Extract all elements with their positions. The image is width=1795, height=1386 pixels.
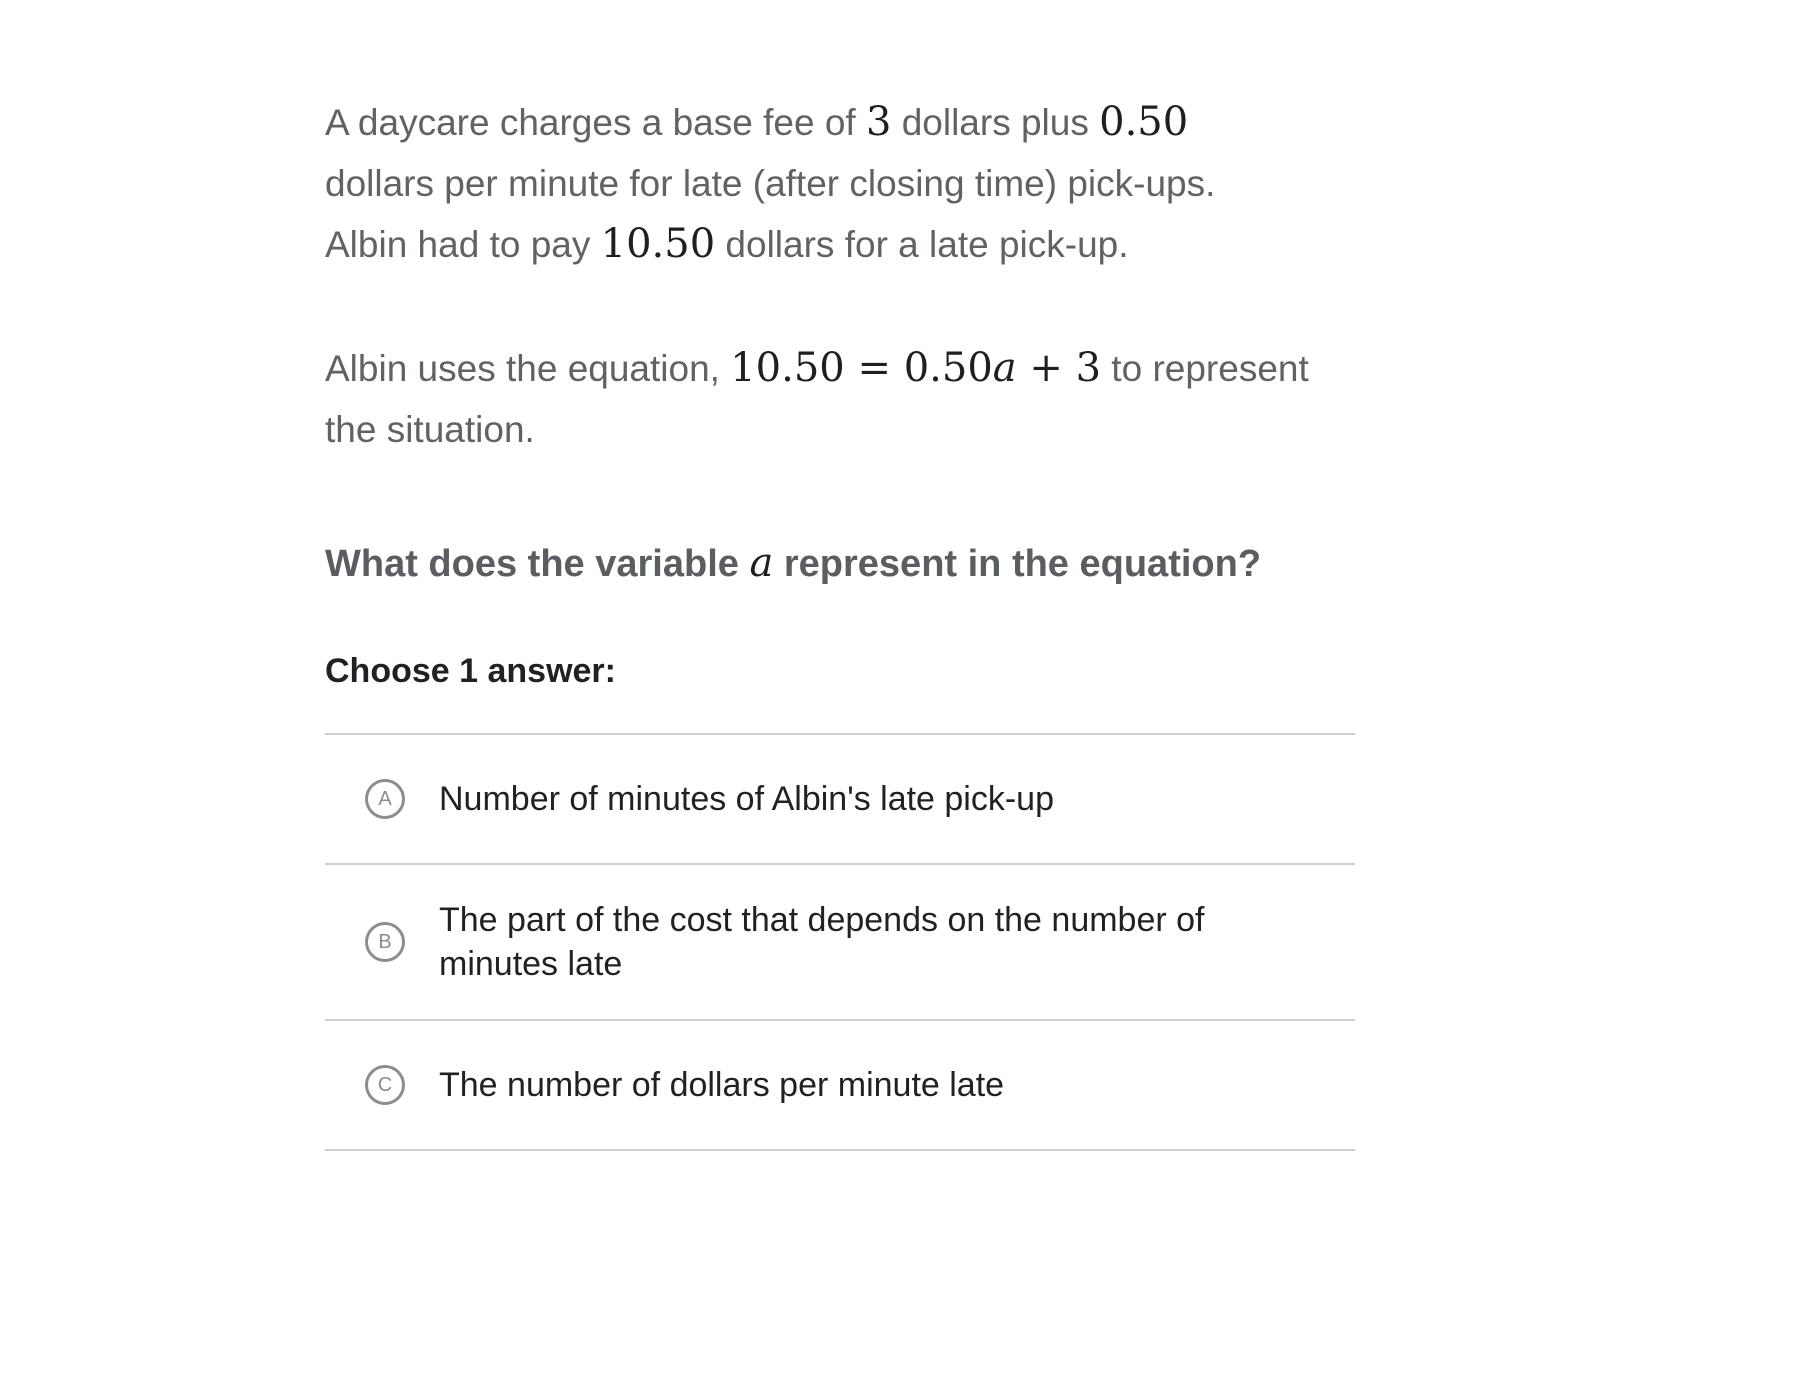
- exercise-content: [325, 92, 1355, 1151]
- question-prompt: [325, 538, 1355, 589]
- question-text: What does the variable: [325, 543, 750, 585]
- equation: [730, 345, 1101, 391]
- problem-text: Albin uses the equation,: [325, 348, 731, 389]
- question-text: represent in the equation?: [773, 543, 1262, 585]
- problem-text: dollars per minute for late (after closing time) pick-ups.: [325, 163, 1216, 204]
- choice-b[interactable]: [325, 865, 1355, 1021]
- choice-c[interactable]: [325, 1021, 1355, 1151]
- problem-paragraph-2: [325, 338, 1355, 460]
- choice-c-radio[interactable]: C: [365, 1065, 405, 1105]
- choice-c-text: The number of dollars per minute late: [439, 1066, 1005, 1104]
- question-variable: a: [749, 540, 774, 586]
- problem-paragraph-1: [325, 92, 1355, 275]
- choice-b-text: The part of the cost that depends on the number of minutes late: [439, 901, 1205, 983]
- paid-value: 10.50: [600, 221, 716, 267]
- base-fee-value: 3: [865, 99, 892, 145]
- problem-text: dollars for a late pick-up.: [715, 224, 1129, 265]
- problem-text: the situation.: [325, 409, 535, 450]
- choice-a-radio[interactable]: A: [365, 779, 405, 819]
- equation-equals: =: [844, 345, 904, 391]
- equation-coefficient: 0.50: [903, 345, 993, 391]
- rate-value: 0.50: [1099, 99, 1189, 145]
- answer-choices: [325, 733, 1355, 1151]
- choice-a-text: Number of minutes of Albin's late pick-up: [439, 780, 1055, 818]
- equation-variable: a: [992, 345, 1017, 391]
- equation-constant: + 3: [1016, 345, 1102, 391]
- choose-answer-label: Choose 1 answer:: [325, 652, 616, 690]
- problem-text: A daycare charges a base fee of: [325, 102, 866, 143]
- problem-text: Albin had to pay: [325, 224, 601, 265]
- choice-a[interactable]: [325, 735, 1355, 865]
- choice-b-radio[interactable]: B: [365, 922, 405, 962]
- problem-text: dollars plus: [891, 102, 1100, 143]
- equation-lhs: 10.50: [730, 345, 845, 391]
- problem-text: to represent: [1101, 348, 1309, 389]
